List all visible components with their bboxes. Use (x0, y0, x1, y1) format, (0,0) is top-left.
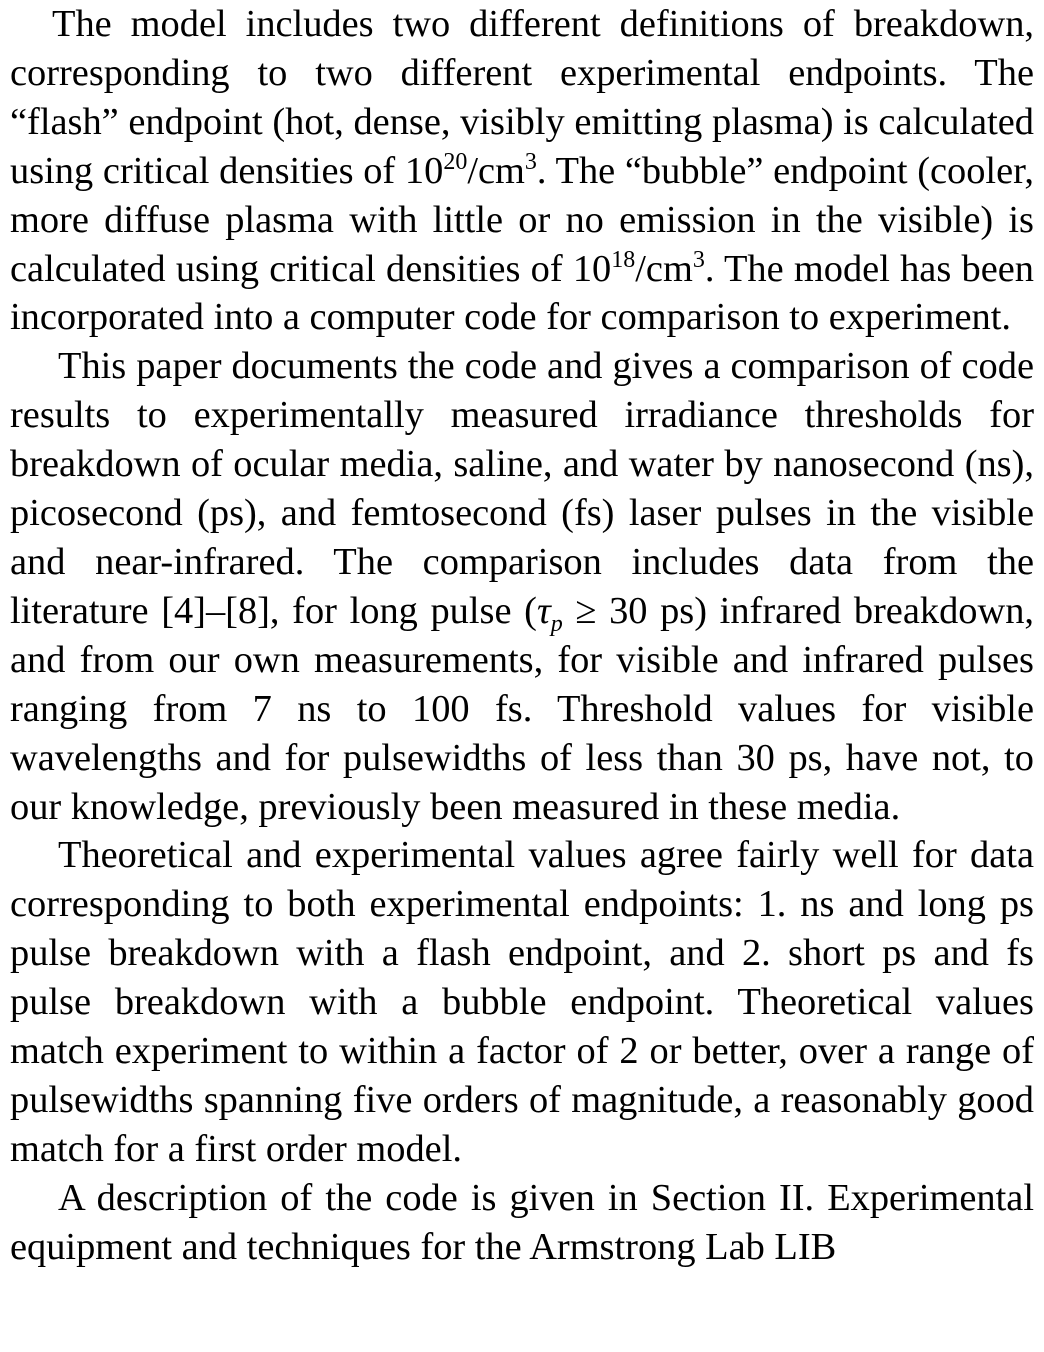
body-paragraph-paper-scope (10, 342, 1034, 831)
paper-page (10, 0, 1034, 1352)
pulsewidth-symbol: τ (536, 589, 551, 632)
body-paragraph-breakdown-definitions (10, 0, 1034, 342)
pulsewidth-subscript: p (550, 610, 563, 637)
superscript-exponent: 3 (692, 246, 705, 273)
paragraph-text: This paper documents the code and gives a comparison of code results to experimentally measured irradiance thresholds for breakdown of ocular media, saline, and water by nanosecond (ns), picosecond (ps), and femtosecond (fs) laser pulses in the visible and near-infrared. The comparison includes data from the literature [4]–[8], for long pulse ( (10, 345, 1034, 632)
paragraph-text: /cm (467, 149, 525, 192)
superscript-exponent: 20 (443, 148, 468, 175)
paragraph-text: /cm (635, 247, 693, 290)
body-paragraph-section-outline: A description of the code is given in Section II. Experimental equipment and techniques for the Armstrong Lab LIB (10, 1176, 1034, 1268)
body-paragraph-agreement: Theoretical and experimental values agree fairly well for data corresponding to both experimental endpoints: 1. ns and long ps pulse breakdown with a flash endpoint, and 2. short ps and fs pulse breakdown with a bubble endpoint. Theoretical values match experiment to within a factor of 2 or better, over a range of pulsewidths spanning five orders of magnitude, a reasonably good match for a first order model. (10, 834, 1034, 1170)
paragraph-text: ≥ 30 ps) infrared breakdown, and from our own measurements, for visible and infrared pulses ranging from 7 ns to 100 fs. Threshold values for visible wavelengths and for pulsewidths of less than 30 ps, have not, to our knowledge, previously been measured in these media. (10, 589, 1034, 828)
paragraph-text: . The model has been incorporated into a computer code for comparison to experiment. (10, 247, 1034, 339)
paragraph-text: The model includes two different definitions of breakdown, corresponding to two different experimental endpoints. The “flash” endpoint (hot, dense, visibly emitting plasma) is calculated using critical densities of 10 (10, 3, 1034, 192)
superscript-exponent: 3 (524, 148, 537, 175)
paragraph-text: . The “bubble” endpoint (cooler, more diffuse plasma with little or no emission in the visible) is calculated using critical densities of 10 (10, 149, 1034, 290)
superscript-exponent: 18 (611, 246, 636, 273)
